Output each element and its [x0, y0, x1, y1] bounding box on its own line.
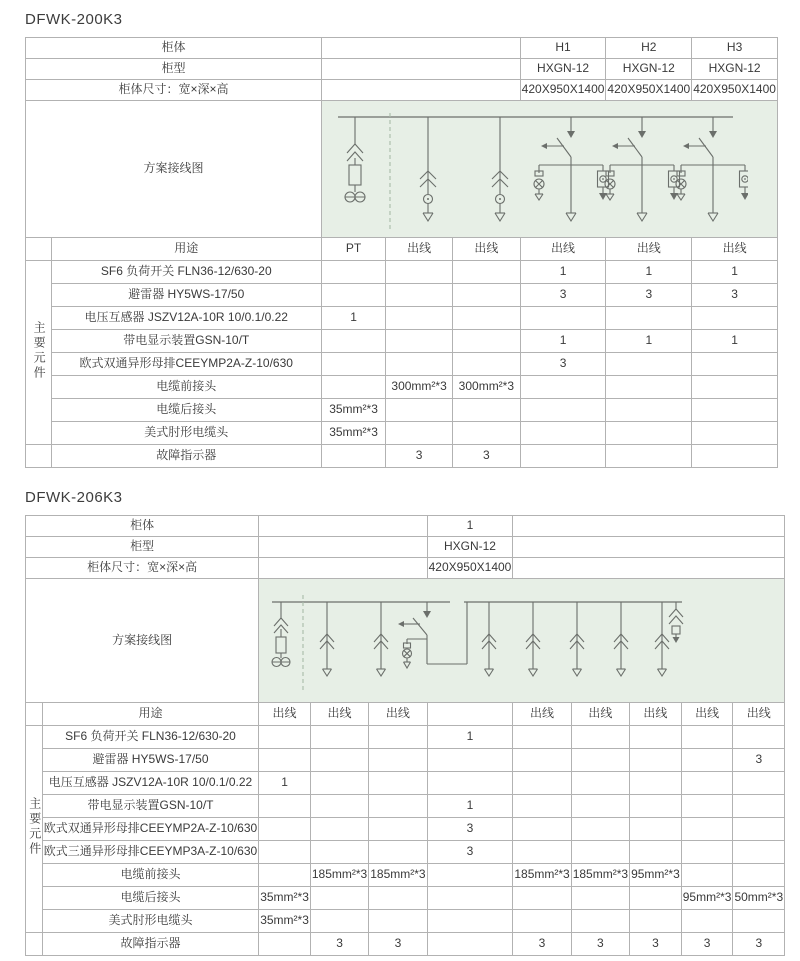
value-cell [259, 726, 311, 749]
value-cell [321, 353, 385, 376]
header-value: H2 [606, 38, 692, 59]
value-cell [369, 749, 427, 772]
component-row [26, 841, 785, 864]
component-row [26, 910, 785, 933]
wiring-diagram-1 [323, 101, 748, 237]
value-cell [520, 376, 606, 399]
value-cell [733, 795, 785, 818]
value-cell [259, 841, 311, 864]
value-cell: 50mm²*3 [733, 887, 785, 910]
value-cell [571, 887, 629, 910]
header-value: 1 [427, 516, 513, 537]
value-cell [681, 818, 733, 841]
value-cell: 1 [520, 261, 606, 284]
row-label: 电缆后接头 [42, 887, 258, 910]
value-cell [513, 841, 571, 864]
header-value: HXGN-12 [692, 59, 778, 80]
value-cell: 1 [606, 261, 692, 284]
value-cell [513, 749, 571, 772]
value-cell: 35mm²*3 [321, 422, 385, 445]
spec-table-2 [25, 515, 785, 956]
footer-row [26, 933, 785, 956]
row-label: 欧式三通异形母排CEEYMP3A-Z-10/630 [42, 841, 258, 864]
value-cell [630, 887, 682, 910]
component-row [26, 399, 778, 422]
value-cell [513, 910, 571, 933]
usage-cell: 出线 [681, 703, 733, 726]
row-label: 带电显示装置GSN-10/T [42, 795, 258, 818]
value-cell: 1 [259, 772, 311, 795]
header-value: HXGN-12 [606, 59, 692, 80]
header-label: 柜体 [26, 516, 259, 537]
value-cell: 95mm²*3 [681, 887, 733, 910]
header-label: 柜型 [26, 59, 322, 80]
header-value: 420X950X1400 [606, 80, 692, 101]
usage-cell [427, 703, 513, 726]
value-cell [369, 795, 427, 818]
value-cell [571, 726, 629, 749]
value-cell [310, 795, 368, 818]
header-row [26, 59, 778, 80]
usage-cell: 出线 [310, 703, 368, 726]
value-cell [606, 445, 692, 468]
header-row [26, 38, 778, 59]
row-label: SF6 负荷开关 FLN36-12/630-20 [51, 261, 321, 284]
header-value: HXGN-12 [520, 59, 606, 80]
component-row [26, 261, 778, 284]
value-cell: 3 [386, 445, 453, 468]
row-label: 电缆前接头 [42, 864, 258, 887]
value-cell: 185mm²*3 [513, 864, 571, 887]
value-cell [386, 261, 453, 284]
component-row [26, 795, 785, 818]
value-cell [369, 887, 427, 910]
table-title-2: DFWK-206K3 [25, 489, 123, 506]
usage-cell: 出线 [259, 703, 311, 726]
value-cell [453, 422, 521, 445]
value-cell [692, 422, 778, 445]
value-cell [513, 795, 571, 818]
value-cell [310, 841, 368, 864]
value-cell [427, 749, 513, 772]
value-cell [310, 818, 368, 841]
value-cell [630, 818, 682, 841]
value-cell [692, 445, 778, 468]
value-cell [259, 795, 311, 818]
usage-cell: 出线 [386, 238, 453, 261]
diagram-row [26, 101, 778, 238]
blank-cell [259, 537, 427, 558]
value-cell [630, 772, 682, 795]
row-label: 故障指示器 [42, 933, 258, 956]
value-cell [369, 910, 427, 933]
value-cell [386, 353, 453, 376]
value-cell [681, 749, 733, 772]
spec-table-1 [25, 37, 778, 468]
value-cell [630, 910, 682, 933]
diagram-label: 方案接线图 [26, 579, 259, 703]
value-cell [369, 818, 427, 841]
row-label: 欧式双通异形母排CEEYMP2A-Z-10/630 [51, 353, 321, 376]
blank-cell [321, 59, 520, 80]
usage-row [26, 238, 778, 261]
usage-cell: 出线 [520, 238, 606, 261]
value-cell [520, 445, 606, 468]
value-cell [369, 726, 427, 749]
header-row [26, 558, 785, 579]
value-cell [630, 726, 682, 749]
value-cell: 35mm²*3 [259, 887, 311, 910]
value-cell [513, 887, 571, 910]
header-value: 420X950X1400 [692, 80, 778, 101]
usage-row [26, 703, 785, 726]
usage-cell: 出线 [733, 703, 785, 726]
value-cell [630, 749, 682, 772]
value-cell: 35mm²*3 [259, 910, 311, 933]
value-cell: 3 [453, 445, 521, 468]
value-cell [321, 330, 385, 353]
usage-cell: 出线 [692, 238, 778, 261]
row-label: 电缆后接头 [51, 399, 321, 422]
header-row [26, 516, 785, 537]
value-cell: 3 [520, 353, 606, 376]
value-cell [733, 726, 785, 749]
value-cell: 1 [427, 726, 513, 749]
component-row [26, 749, 785, 772]
component-row [26, 772, 785, 795]
value-cell [427, 887, 513, 910]
corner-cell [26, 933, 43, 956]
value-cell [692, 376, 778, 399]
diagram-cell [321, 101, 777, 238]
usage-cell: 出线 [571, 703, 629, 726]
value-cell [453, 399, 521, 422]
value-cell: 3 [733, 933, 785, 956]
value-cell [733, 910, 785, 933]
value-cell [520, 422, 606, 445]
blank-cell [513, 537, 785, 558]
component-row [26, 887, 785, 910]
value-cell [681, 910, 733, 933]
value-cell [630, 841, 682, 864]
row-label: SF6 负荷开关 FLN36-12/630-20 [42, 726, 258, 749]
diagram-label: 方案接线图 [26, 101, 322, 238]
row-label: 故障指示器 [51, 445, 321, 468]
value-cell [571, 772, 629, 795]
value-cell [427, 933, 513, 956]
value-cell [310, 887, 368, 910]
corner-cell [26, 445, 52, 468]
value-cell [386, 284, 453, 307]
value-cell [606, 422, 692, 445]
value-cell: 185mm²*3 [310, 864, 368, 887]
component-row [26, 376, 778, 399]
value-cell [386, 307, 453, 330]
value-cell: 3 [733, 749, 785, 772]
blank-cell [259, 516, 427, 537]
value-cell [427, 864, 513, 887]
row-label: 美式肘形电缆头 [51, 422, 321, 445]
usage-cell: 出线 [513, 703, 571, 726]
value-cell [513, 726, 571, 749]
component-row [26, 330, 778, 353]
value-cell: 3 [571, 933, 629, 956]
value-cell [733, 818, 785, 841]
value-cell [630, 795, 682, 818]
value-cell: 1 [692, 261, 778, 284]
value-cell: 35mm²*3 [321, 399, 385, 422]
row-label: 美式肘形电缆头 [42, 910, 258, 933]
usage-label: 用途 [51, 238, 321, 261]
row-label: 避雷器 HY5WS-17/50 [51, 284, 321, 307]
value-cell: 1 [321, 307, 385, 330]
value-cell [453, 307, 521, 330]
header-value: HXGN-12 [427, 537, 513, 558]
row-label: 电压互感器 JSZV12A-10R 10/0.1/0.22 [51, 307, 321, 330]
value-cell [310, 910, 368, 933]
diagram-row [26, 579, 785, 703]
value-cell: 3 [427, 841, 513, 864]
value-cell [321, 445, 385, 468]
value-cell [606, 376, 692, 399]
value-cell [681, 841, 733, 864]
value-cell: 3 [692, 284, 778, 307]
usage-cell: PT [321, 238, 385, 261]
blank-cell [513, 558, 785, 579]
value-cell [681, 726, 733, 749]
header-label: 柜体尺寸：宽×深×高 [26, 558, 259, 579]
value-cell [733, 864, 785, 887]
value-cell [692, 399, 778, 422]
value-cell [571, 749, 629, 772]
value-cell [321, 376, 385, 399]
corner-cell [26, 238, 52, 261]
value-cell: 3 [681, 933, 733, 956]
header-label: 柜型 [26, 537, 259, 558]
row-label: 电缆前接头 [51, 376, 321, 399]
value-cell [369, 841, 427, 864]
value-cell [733, 772, 785, 795]
value-cell: 1 [606, 330, 692, 353]
component-row [26, 818, 785, 841]
spec-section-2 [25, 489, 784, 956]
value-cell: 1 [520, 330, 606, 353]
value-cell [427, 910, 513, 933]
usage-cell: 出线 [630, 703, 682, 726]
header-value: H1 [520, 38, 606, 59]
value-cell: 3 [427, 818, 513, 841]
blank-cell [321, 80, 520, 101]
value-cell: 3 [513, 933, 571, 956]
value-cell [310, 726, 368, 749]
diagram-cell [259, 579, 785, 703]
value-cell [453, 261, 521, 284]
value-cell [606, 307, 692, 330]
value-cell [606, 353, 692, 376]
value-cell [453, 330, 521, 353]
component-row [26, 353, 778, 376]
value-cell [571, 910, 629, 933]
usage-label: 用途 [42, 703, 258, 726]
value-cell: 3 [606, 284, 692, 307]
header-value: 420X950X1400 [520, 80, 606, 101]
value-cell [520, 399, 606, 422]
header-value: H3 [692, 38, 778, 59]
footer-row [26, 445, 778, 468]
group-label-text: 主要元件 [27, 797, 42, 858]
value-cell: 1 [692, 330, 778, 353]
component-row [26, 864, 785, 887]
value-cell: 185mm²*3 [571, 864, 629, 887]
row-label: 带电显示装置GSN-10/T [51, 330, 321, 353]
row-label: 欧式双通异形母排CEEYMP2A-Z-10/630 [42, 818, 258, 841]
row-label: 电压互感器 JSZV12A-10R 10/0.1/0.22 [42, 772, 258, 795]
header-row [26, 537, 785, 558]
value-cell [692, 307, 778, 330]
value-cell: 95mm²*3 [630, 864, 682, 887]
value-cell [606, 399, 692, 422]
group-label-text: 主要元件 [32, 320, 47, 381]
value-cell: 300mm²*3 [386, 376, 453, 399]
usage-cell: 出线 [606, 238, 692, 261]
value-cell [520, 307, 606, 330]
value-cell [453, 284, 521, 307]
value-cell [386, 399, 453, 422]
component-row [26, 422, 778, 445]
wiring-diagram-2 [260, 579, 685, 702]
table-title-1: DFWK-200K3 [25, 11, 123, 28]
header-row [26, 80, 778, 101]
value-cell [571, 818, 629, 841]
value-cell [681, 772, 733, 795]
group-label [26, 726, 43, 933]
value-cell [259, 749, 311, 772]
value-cell [310, 772, 368, 795]
value-cell: 3 [630, 933, 682, 956]
value-cell [369, 772, 427, 795]
component-row [26, 307, 778, 330]
value-cell: 3 [520, 284, 606, 307]
usage-cell: 出线 [453, 238, 521, 261]
value-cell [427, 772, 513, 795]
value-cell [692, 353, 778, 376]
row-label: 避雷器 HY5WS-17/50 [42, 749, 258, 772]
value-cell: 185mm²*3 [369, 864, 427, 887]
header-label: 柜体 [26, 38, 322, 59]
value-cell [681, 864, 733, 887]
header-label: 柜体尺寸：宽×深×高 [26, 80, 322, 101]
blank-cell [259, 558, 427, 579]
value-cell: 3 [310, 933, 368, 956]
value-cell [386, 330, 453, 353]
value-cell [453, 353, 521, 376]
value-cell [571, 795, 629, 818]
value-cell [259, 864, 311, 887]
spec-section-1 [25, 11, 778, 468]
value-cell [259, 818, 311, 841]
value-cell [513, 772, 571, 795]
value-cell [386, 422, 453, 445]
corner-cell [26, 703, 43, 726]
header-value: 420X950X1400 [427, 558, 513, 579]
blank-cell [513, 516, 785, 537]
value-cell [310, 749, 368, 772]
group-label [26, 261, 52, 445]
component-row [26, 726, 785, 749]
value-cell: 1 [427, 795, 513, 818]
value-cell [571, 841, 629, 864]
value-cell [321, 261, 385, 284]
value-cell: 300mm²*3 [453, 376, 521, 399]
usage-cell: 出线 [369, 703, 427, 726]
value-cell [321, 284, 385, 307]
value-cell [513, 818, 571, 841]
value-cell [259, 933, 311, 956]
value-cell [681, 795, 733, 818]
value-cell: 3 [369, 933, 427, 956]
value-cell [733, 841, 785, 864]
component-row [26, 284, 778, 307]
blank-cell [321, 38, 520, 59]
